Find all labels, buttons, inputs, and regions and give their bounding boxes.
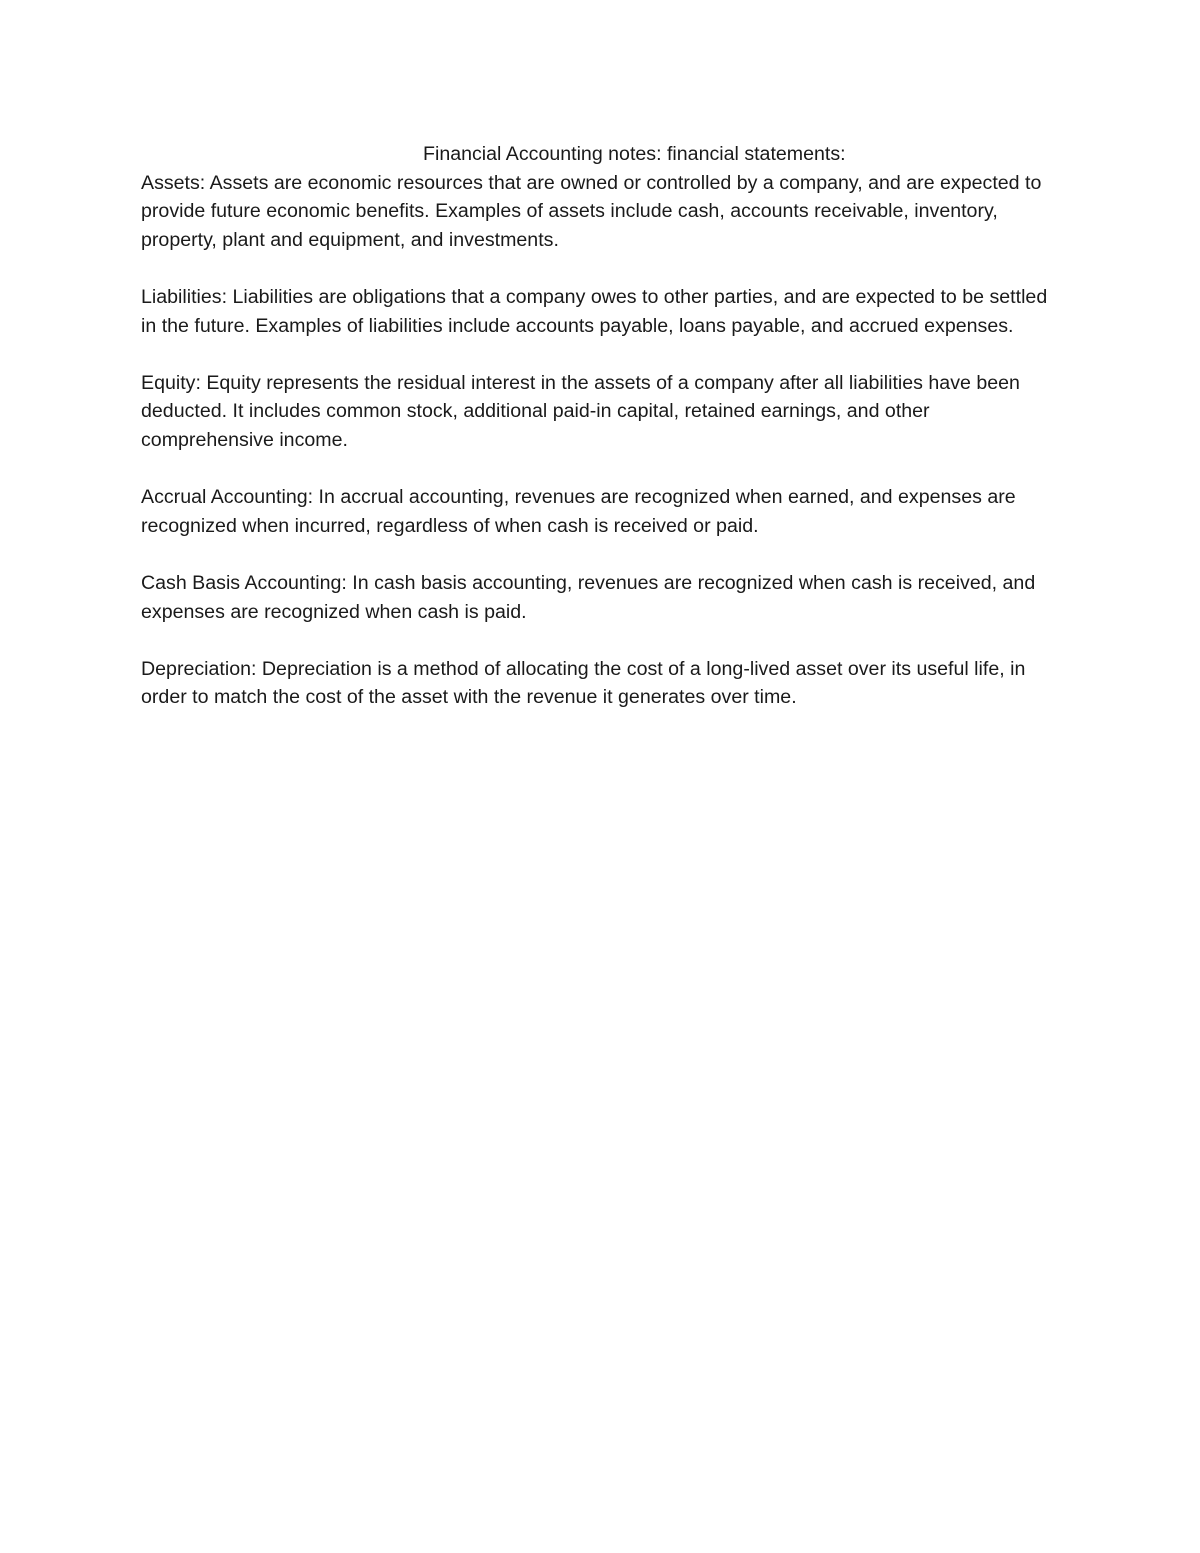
document-body [141, 140, 1066, 740]
paragraph-depreciation: Depreciation: Depreciation is a method of allocating the cost of a long-lived asset over its useful life, in order to match the cost of the asset with the revenue it generates over time. [141, 657, 1026, 709]
paragraph-liabilities: Liabilities: Liabilities are obligations that a company owes to other parties, and are expected to be settled in the future. Examples of liabilities include accounts payable, loans payable, and accrued expenses. [141, 285, 1048, 337]
paragraph-cash-basis-accounting: Cash Basis Accounting: In cash basis accounting, revenues are recognized when cash is received, and expenses are recognized when cash is paid. [141, 571, 1036, 623]
document-title: Financial Accounting notes: financial statements: [423, 143, 846, 165]
paragraph-accrual-accounting: Accrual Accounting: In accrual accounting, revenues are recognized when earned, and expenses are recognized when incurred, regardless of when cash is received or paid. [141, 486, 1016, 537]
paragraph-assets: Assets: Assets are economic resources that are owned or controlled by a company, and are expected to provide future economic benefits. Examples of assets include cash, accounts receivable, inventory, property, plant and equipment, and investments. [141, 171, 1042, 251]
paragraph-equity: Equity: Equity represents the residual interest in the assets of a company after all liabilities have been deducted. It includes common stock, additional paid-in capital, retained earnings, and other comprehensive income. [141, 371, 1020, 451]
